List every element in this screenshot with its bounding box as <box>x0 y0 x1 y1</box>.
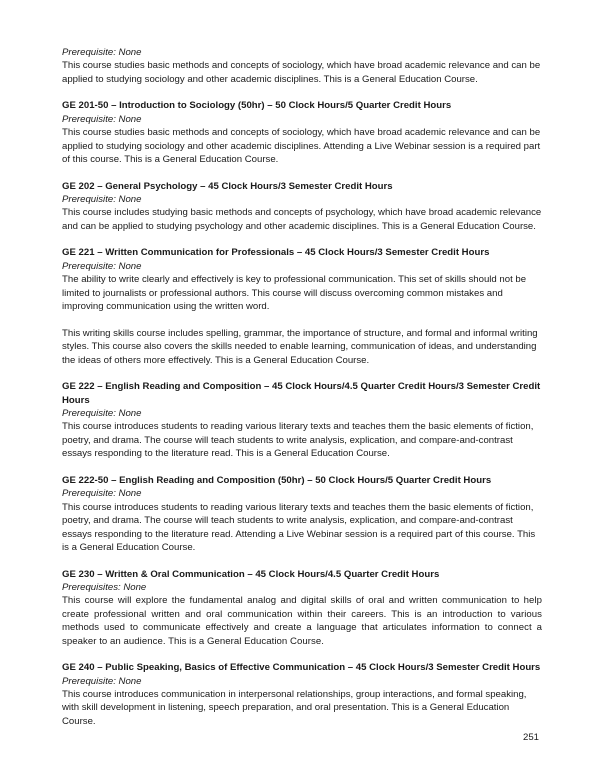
course-entry-ge-201-50 <box>62 99 542 166</box>
prerequisite: Prerequisite: None <box>62 194 142 206</box>
course-entry-ge-221 <box>62 246 542 367</box>
course-description: This course includes studying basic methods and concepts of psychology, which have broad academic relevance and can be applied to studying psychology and other academic disciplines. This is a General Education Course. <box>62 207 542 232</box>
prerequisite: Prerequisite: None <box>62 408 142 420</box>
course-title: GE 240 – Public Speaking, Basics of Effective Communication – 45 Clock Hours/3 Semester Credit Hours <box>62 662 541 674</box>
course-description: This writing skills course includes spelling, grammar, the importance of structure, and formal and informal writing styles. This course also covers the skills needed to enable learning, communication of ideas, and understanding the ideas of others more effectively. This is a General Education Course. <box>62 327 538 366</box>
course-entry-ge-222 <box>62 380 542 460</box>
course-title: GE 201-50 – Introduction to Sociology (50hr) – 50 Clock Hours/5 Quarter Credit Hours <box>62 100 452 112</box>
course-entry-ge-222-50 <box>62 474 542 554</box>
course-title: GE 202 – General Psychology – 45 Clock Hours/3 Semester Credit Hours <box>62 180 393 192</box>
page-number: 251 <box>523 732 540 743</box>
course-entry-ge-230 <box>62 568 542 648</box>
prerequisite: Prerequisites: None <box>62 581 147 593</box>
course-catalog-page <box>62 46 542 741</box>
course-description: This course will explore the fundamental analog and digital skills of oral and written communication to help create professional written and oral communication within their careers. This is an introduction to various methods used to communicate effectively and create a language that articulates information to connect a speaker to an audience. This is a General Education Course. <box>62 595 542 647</box>
course-entry-continued <box>62 46 542 86</box>
prerequisite: Prerequisite: None <box>62 260 142 272</box>
prerequisite: Prerequisite: None <box>62 675 142 687</box>
course-description: The ability to write clearly and effectively is key to professional communication. This set of skills should not be limited to journalists or professional authors. This course will discuss overcoming common mistakes and improving communication using the written word. <box>62 274 527 313</box>
course-entry-ge-202 <box>62 180 542 234</box>
course-title: GE 222 – English Reading and Composition – 45 Clock Hours/4.5 Quarter Credit Hours/3 Semester Credit Hours <box>62 381 541 406</box>
course-description: This course introduces students to reading various literary texts and teaches them the basic elements of fiction, poetry, and drama. The course will teach students to write analysis, explication, and compare-and-contrast essays responding to the literature read. This is a General Education Course. <box>62 421 534 460</box>
course-entry-ge-240 <box>62 661 542 728</box>
course-description: This course studies basic methods and concepts of sociology, which have broad academic relevance and can be applied to studying sociology and other academic disciplines. Attending a Live Webinar session is a required part of this course. This is a General Education Course. <box>62 127 541 166</box>
prerequisite: Prerequisite: None <box>62 113 142 125</box>
prerequisite: Prerequisite: None <box>62 47 142 58</box>
course-description: This course introduces students to reading various literary texts and teaches them the basic elements of fiction, poetry, and drama. The course will teach students to write analysis, explication, and compare-and-contrast essays responding to the literature read. Attending a Live Webinar session is a required part of this course. This is a General Education Course. <box>62 501 536 553</box>
prerequisite: Prerequisite: None <box>62 488 142 500</box>
course-title: GE 221 – Written Communication for Professionals – 45 Clock Hours/3 Semester Credit Hours <box>62 247 490 259</box>
course-description: This course introduces communication in interpersonal relationships, group interactions, and formal speaking, with skill development in listening, speech preparation, and oral presentation. This is a General Education Course. <box>62 688 527 727</box>
course-description: This course studies basic methods and concepts of sociology, which have broad academic relevance and can be applied to studying sociology and other academic disciplines. This is a General Education Course. <box>62 60 541 85</box>
course-title: GE 230 – Written & Oral Communication – 45 Clock Hours/4.5 Quarter Credit Hours <box>62 568 440 580</box>
course-title: GE 222-50 – English Reading and Composition (50hr) – 50 Clock Hours/5 Quarter Credit Hours <box>62 474 492 486</box>
